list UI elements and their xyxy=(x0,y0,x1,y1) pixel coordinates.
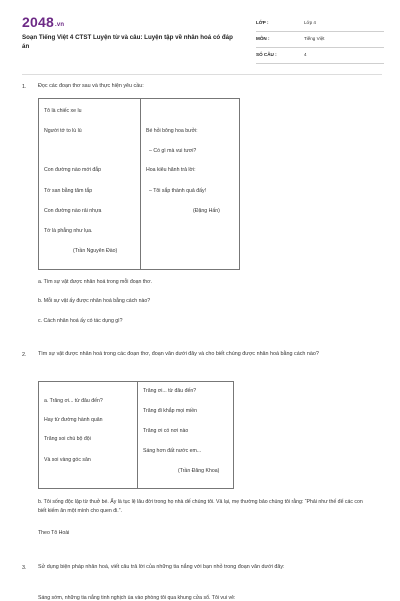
poem-line: Con đường nào rải nhựa xyxy=(44,208,102,214)
poem-line: Trăng soi chú bộ đội xyxy=(44,436,91,442)
question-prompt: Tìm sự vật được nhân hoá trong các đoạn thơ, đoạn văn dưới đây và cho biết chúng được nhân hoá bằng cách nào? xyxy=(38,351,319,357)
question-number: 3. xyxy=(22,565,27,571)
poem-table-1 xyxy=(38,98,240,270)
question-number: 1. xyxy=(22,84,27,90)
sub-question-b: b. Mỗi sự vật ấy được nhân hoá bằng cách nào? xyxy=(38,298,151,304)
poem-line: Hoa kiêu hãnh trả lời: xyxy=(146,167,196,173)
poem-line: Trăng ơi có nơi nào xyxy=(143,428,189,434)
meta-value: 4 xyxy=(304,52,307,57)
meta-value: Lớp 4 xyxy=(304,20,316,25)
sub-question-a: a. Tìm sự vật được nhân hoá trong mỗi đoạn thơ. xyxy=(38,279,153,285)
poem-table-2 xyxy=(38,381,234,489)
meta-label: MÔN : xyxy=(256,36,270,41)
meta-label: SỐ CÂU : xyxy=(256,52,277,57)
meta-row-subject xyxy=(256,34,384,48)
poem-line: Con đường nào mới đắp xyxy=(44,167,101,173)
poem-line: Tớ san bằng tăm tắp xyxy=(44,188,93,194)
header xyxy=(22,14,382,74)
poem-line: Tớ là phẳng như lụa. xyxy=(44,228,93,234)
poem-column-right xyxy=(137,382,234,488)
poem-line: Tô là chiếc xe lu xyxy=(44,108,82,114)
question-prompt: Sử dụng biện pháp nhân hoá, viết câu trả lời của những tia nắng với bạn nhỏ trong đoạn văn dưới đây: xyxy=(38,564,285,570)
poem-line: Trăng ơi... từ đâu đến? xyxy=(143,388,197,394)
poem-author: (Đặng Hấn) xyxy=(193,208,220,214)
poem-line: Bé hỏi bông hoa bưởi: xyxy=(146,128,198,134)
poem-column-right xyxy=(140,99,240,269)
poem-line: Trăng đi khắp mọi miền xyxy=(143,408,198,414)
poem-line: Sáng hơn đất nước em... xyxy=(143,448,202,454)
poem-line: a. Trăng ơi... từ đâu đến? xyxy=(44,398,103,404)
passage-b: b. Tôi sống độc lập từ thuở bé. Ấy là tục lệ lâu đời trong họ nhà dế chúng tôi. Vả lại, mẹ thường bảo chúng tôi rằng: “Phải như thế để các con biết kiếm ăn một mình cho quen đi.”. xyxy=(38,499,363,514)
poem-line: – Tôi sắp thành quả đấy! xyxy=(149,188,207,194)
header-divider xyxy=(22,74,382,75)
meta-row-class xyxy=(256,18,384,32)
meta-value: Tiếng Việt xyxy=(304,36,325,41)
question-number: 2. xyxy=(22,352,27,358)
poem-line: Và soi vàng góc sân xyxy=(44,457,91,463)
document-title: Soạn Tiếng Việt 4 CTST Luyện từ và câu: Luyện tập về nhân hoá có đáp án xyxy=(22,34,233,50)
poem-author: (Trần Đăng Khoa) xyxy=(178,468,220,474)
poem-line: – Có gì mà vui tươi? xyxy=(149,148,197,154)
passage-cut-line: Sáng sớm, những tia nắng tinh nghịch ùa vào phòng tôi qua khung cửa sổ. Tôi vui vẻ: xyxy=(38,595,236,601)
meta-panel xyxy=(256,18,384,66)
meta-row-count xyxy=(256,50,384,64)
sub-question-c: c. Cách nhân hoá ấy có tác dụng gì? xyxy=(38,318,123,324)
passage-source: Theo Tô Hoài xyxy=(38,530,70,536)
poem-column-left xyxy=(39,382,137,488)
site-logo[interactable] xyxy=(22,14,64,30)
logo-suffix: .vn xyxy=(54,22,65,28)
poem-line: Hay từ đường hành quân xyxy=(44,417,103,423)
poem-author: (Trần Nguyên Đào) xyxy=(73,248,118,254)
poem-column-left xyxy=(39,99,140,269)
poem-line: Người tớ to lù lù xyxy=(44,128,82,134)
meta-label: LỚP : xyxy=(256,20,269,25)
question-prompt: Đọc các đoạn thơ sau và thực hiện yêu cầu: xyxy=(38,83,144,89)
logo-text: 2048 xyxy=(22,14,54,30)
